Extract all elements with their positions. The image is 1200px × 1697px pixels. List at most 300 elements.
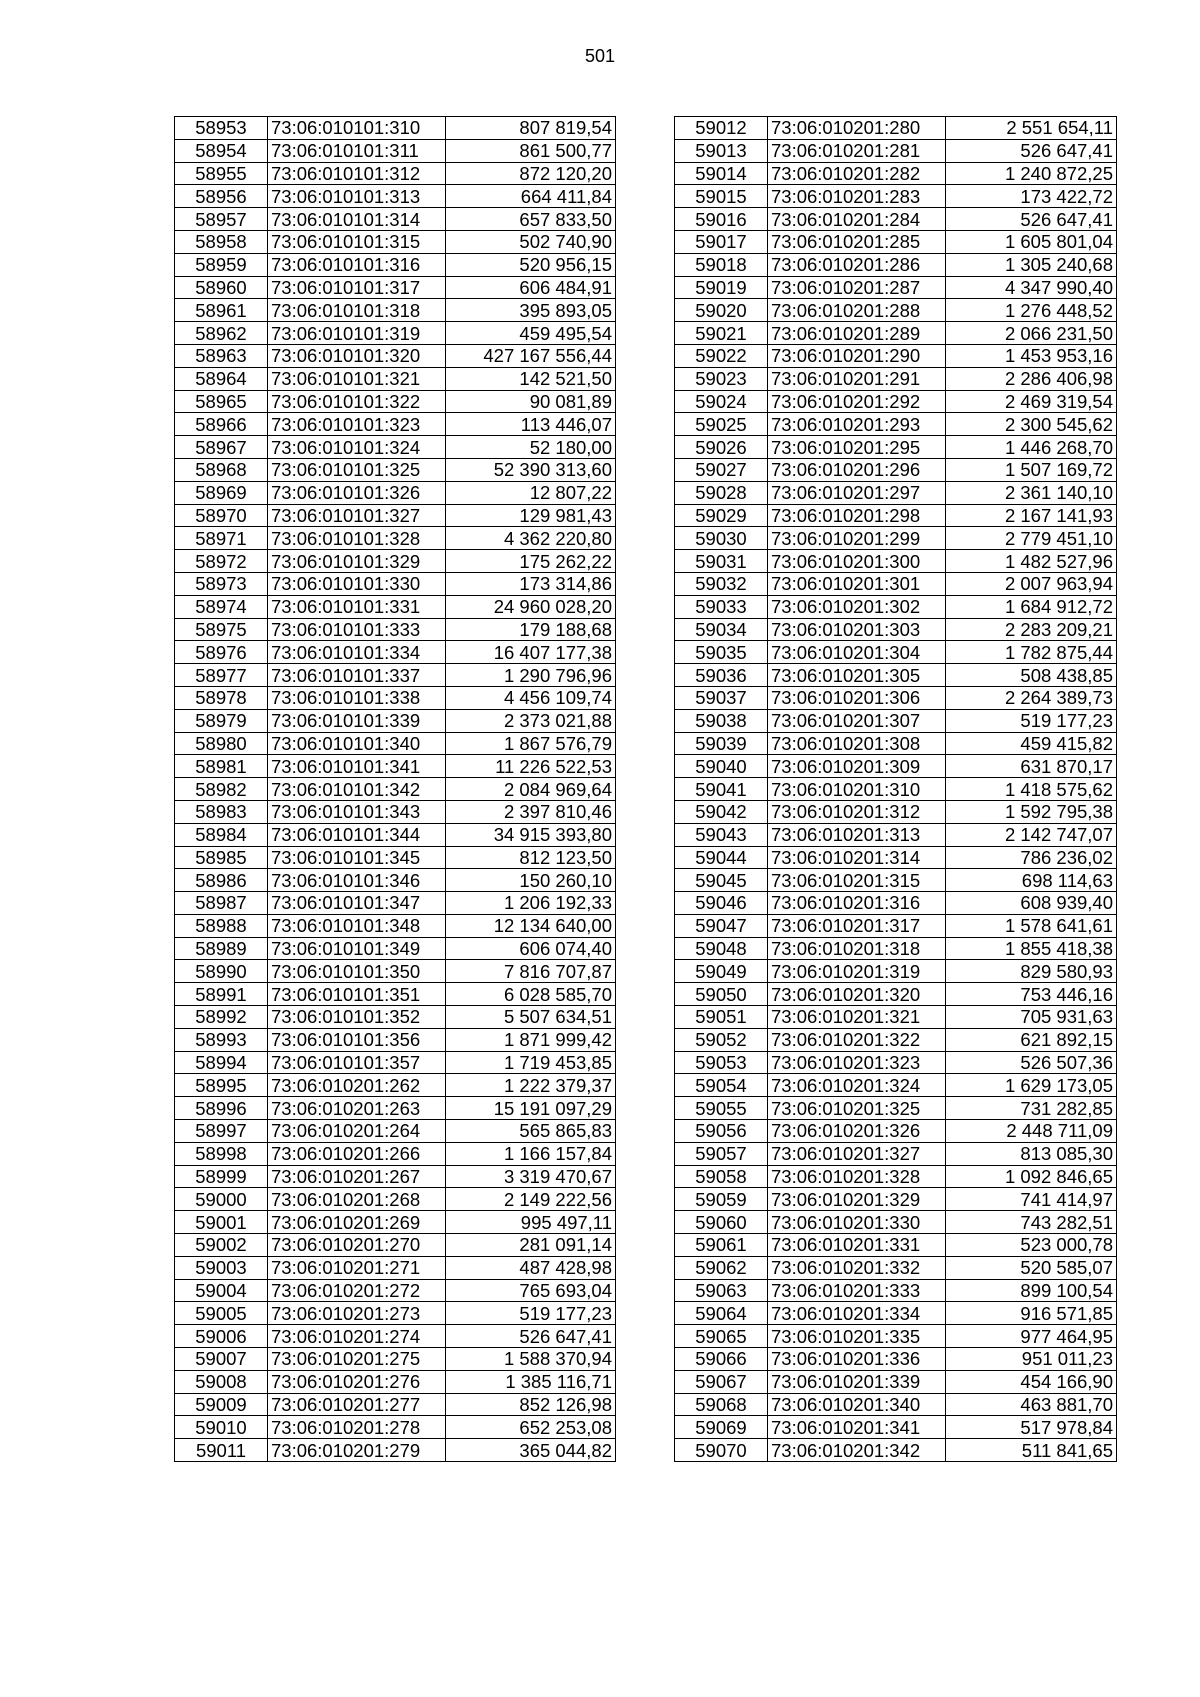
cadastral-value-cell: 753 446,16 bbox=[946, 983, 1117, 1006]
cadastral-value-cell: 12 807,22 bbox=[446, 481, 616, 504]
row-number-cell: 59070 bbox=[675, 1439, 768, 1462]
table-row bbox=[175, 1074, 616, 1097]
cadastral-number-cell: 73:06:010101:338 bbox=[268, 686, 446, 709]
cadastral-number-cell: 73:06:010101:321 bbox=[268, 367, 446, 390]
table-row bbox=[675, 778, 1117, 801]
cadastral-value-cell: 6 028 585,70 bbox=[446, 983, 616, 1006]
row-number-cell: 59059 bbox=[675, 1188, 768, 1211]
cadastral-value-cell: 150 260,10 bbox=[446, 869, 616, 892]
cadastral-value-cell: 16 407 177,38 bbox=[446, 641, 616, 664]
cadastral-value-cell: 741 414,97 bbox=[946, 1188, 1117, 1211]
cadastral-number-cell: 73:06:010101:315 bbox=[268, 230, 446, 253]
row-number-cell: 59034 bbox=[675, 618, 768, 641]
cadastral-number-cell: 73:06:010201:290 bbox=[768, 344, 946, 367]
table-row bbox=[675, 1165, 1117, 1188]
cadastral-value-cell: 1 605 801,04 bbox=[946, 230, 1117, 253]
row-number-cell: 58988 bbox=[175, 914, 268, 937]
row-number-cell: 58998 bbox=[175, 1142, 268, 1165]
cadastral-value-cell: 2 084 969,64 bbox=[446, 778, 616, 801]
cadastral-value-cell: 459 495,54 bbox=[446, 322, 616, 345]
cadastral-number-cell: 73:06:010201:267 bbox=[268, 1165, 446, 1188]
row-number-cell: 59048 bbox=[675, 937, 768, 960]
cadastral-number-cell: 73:06:010201:279 bbox=[268, 1439, 446, 1462]
cadastral-value-cell: 608 939,40 bbox=[946, 892, 1117, 915]
cadastral-number-cell: 73:06:010201:308 bbox=[768, 732, 946, 755]
row-number-cell: 59029 bbox=[675, 504, 768, 527]
row-number-cell: 58974 bbox=[175, 595, 268, 618]
table-row bbox=[175, 892, 616, 915]
cadastral-number-cell: 73:06:010201:269 bbox=[268, 1211, 446, 1234]
table-row bbox=[675, 892, 1117, 915]
row-number-cell: 59069 bbox=[675, 1416, 768, 1439]
table-row bbox=[175, 436, 616, 459]
cadastral-number-cell: 73:06:010101:356 bbox=[268, 1028, 446, 1051]
row-number-cell: 59040 bbox=[675, 755, 768, 778]
table-row bbox=[175, 322, 616, 345]
table-row bbox=[175, 572, 616, 595]
cadastral-value-cell: 173 314,86 bbox=[446, 572, 616, 595]
table-row bbox=[175, 1097, 616, 1120]
table-row bbox=[175, 481, 616, 504]
table-row bbox=[175, 458, 616, 481]
table-row bbox=[175, 983, 616, 1006]
table-row bbox=[675, 937, 1117, 960]
row-number-cell: 58990 bbox=[175, 960, 268, 983]
cadastral-value-cell: 52 390 313,60 bbox=[446, 458, 616, 481]
cadastral-number-cell: 73:06:010101:348 bbox=[268, 914, 446, 937]
table-row bbox=[175, 1120, 616, 1143]
row-number-cell: 59047 bbox=[675, 914, 768, 937]
row-number-cell: 59027 bbox=[675, 458, 768, 481]
cadastral-value-cell: 1 305 240,68 bbox=[946, 253, 1117, 276]
cadastral-number-cell: 73:06:010201:325 bbox=[768, 1097, 946, 1120]
cadastral-value-cell: 2 142 747,07 bbox=[946, 823, 1117, 846]
row-number-cell: 58981 bbox=[175, 755, 268, 778]
row-number-cell: 58962 bbox=[175, 322, 268, 345]
cadastral-value-cell: 520 956,15 bbox=[446, 253, 616, 276]
cadastral-number-cell: 73:06:010201:278 bbox=[268, 1416, 446, 1439]
table-row bbox=[175, 960, 616, 983]
row-number-cell: 58987 bbox=[175, 892, 268, 915]
row-number-cell: 59043 bbox=[675, 823, 768, 846]
table-row bbox=[675, 1370, 1117, 1393]
cadastral-number-cell: 73:06:010201:340 bbox=[768, 1393, 946, 1416]
cadastral-value-cell: 631 870,17 bbox=[946, 755, 1117, 778]
row-number-cell: 59032 bbox=[675, 572, 768, 595]
row-number-cell: 59065 bbox=[675, 1325, 768, 1348]
cadastral-value-cell: 427 167 556,44 bbox=[446, 344, 616, 367]
cadastral-value-cell: 113 446,07 bbox=[446, 413, 616, 436]
cadastral-number-cell: 73:06:010101:326 bbox=[268, 481, 446, 504]
cadastral-value-cell: 813 085,30 bbox=[946, 1142, 1117, 1165]
row-number-cell: 58964 bbox=[175, 367, 268, 390]
cadastral-number-cell: 73:06:010101:334 bbox=[268, 641, 446, 664]
cadastral-number-cell: 73:06:010201:291 bbox=[768, 367, 946, 390]
table-row bbox=[675, 1325, 1117, 1348]
cadastral-value-cell: 1 453 953,16 bbox=[946, 344, 1117, 367]
cadastral-value-cell: 11 226 522,53 bbox=[446, 755, 616, 778]
row-number-cell: 59039 bbox=[675, 732, 768, 755]
table-row bbox=[675, 732, 1117, 755]
cadastral-number-cell: 73:06:010201:295 bbox=[768, 436, 946, 459]
cadastral-number-cell: 73:06:010101:337 bbox=[268, 664, 446, 687]
table-row bbox=[175, 504, 616, 527]
row-number-cell: 59013 bbox=[675, 139, 768, 162]
table-row bbox=[175, 641, 616, 664]
cadastral-value-cell: 2 469 319,54 bbox=[946, 390, 1117, 413]
cadastral-value-cell: 487 428,98 bbox=[446, 1256, 616, 1279]
cadastral-value-cell: 511 841,65 bbox=[946, 1439, 1117, 1462]
table-row bbox=[175, 550, 616, 573]
row-number-cell: 58979 bbox=[175, 709, 268, 732]
table-row bbox=[175, 1006, 616, 1029]
cadastral-number-cell: 73:06:010101:313 bbox=[268, 185, 446, 208]
table-row bbox=[175, 914, 616, 937]
cadastral-value-cell: 24 960 028,20 bbox=[446, 595, 616, 618]
cadastral-number-cell: 73:06:010201:303 bbox=[768, 618, 946, 641]
cadastral-value-cell: 2 448 711,09 bbox=[946, 1120, 1117, 1143]
registry-table-right bbox=[674, 116, 1117, 1462]
row-number-cell: 58965 bbox=[175, 390, 268, 413]
cadastral-value-cell: 1 588 370,94 bbox=[446, 1348, 616, 1371]
cadastral-number-cell: 73:06:010201:276 bbox=[268, 1370, 446, 1393]
table-row bbox=[675, 185, 1117, 208]
table-row bbox=[175, 686, 616, 709]
row-number-cell: 59036 bbox=[675, 664, 768, 687]
table-row bbox=[675, 1393, 1117, 1416]
row-number-cell: 58994 bbox=[175, 1051, 268, 1074]
cadastral-value-cell: 2 300 545,62 bbox=[946, 413, 1117, 436]
row-number-cell: 59061 bbox=[675, 1234, 768, 1257]
row-number-cell: 59045 bbox=[675, 869, 768, 892]
cadastral-number-cell: 73:06:010201:263 bbox=[268, 1097, 446, 1120]
row-number-cell: 58983 bbox=[175, 800, 268, 823]
table-row bbox=[175, 1348, 616, 1371]
row-number-cell: 59030 bbox=[675, 527, 768, 550]
row-number-cell: 59000 bbox=[175, 1188, 268, 1211]
row-number-cell: 59050 bbox=[675, 983, 768, 1006]
row-number-cell: 59067 bbox=[675, 1370, 768, 1393]
row-number-cell: 59008 bbox=[175, 1370, 268, 1393]
row-number-cell: 59001 bbox=[175, 1211, 268, 1234]
cadastral-value-cell: 664 411,84 bbox=[446, 185, 616, 208]
cadastral-number-cell: 73:06:010201:301 bbox=[768, 572, 946, 595]
row-number-cell: 59068 bbox=[675, 1393, 768, 1416]
cadastral-value-cell: 34 915 393,80 bbox=[446, 823, 616, 846]
cadastral-number-cell: 73:06:010201:317 bbox=[768, 914, 946, 937]
row-number-cell: 59009 bbox=[175, 1393, 268, 1416]
cadastral-value-cell: 454 166,90 bbox=[946, 1370, 1117, 1393]
cadastral-value-cell: 1 578 641,61 bbox=[946, 914, 1117, 937]
row-number-cell: 59057 bbox=[675, 1142, 768, 1165]
table-row bbox=[175, 664, 616, 687]
row-number-cell: 59033 bbox=[675, 595, 768, 618]
cadastral-number-cell: 73:06:010101:349 bbox=[268, 937, 446, 960]
cadastral-value-cell: 1 871 999,42 bbox=[446, 1028, 616, 1051]
cadastral-number-cell: 73:06:010201:271 bbox=[268, 1256, 446, 1279]
row-number-cell: 59053 bbox=[675, 1051, 768, 1074]
cadastral-number-cell: 73:06:010101:310 bbox=[268, 117, 446, 140]
row-number-cell: 58956 bbox=[175, 185, 268, 208]
cadastral-value-cell: 621 892,15 bbox=[946, 1028, 1117, 1051]
cadastral-number-cell: 73:06:010101:357 bbox=[268, 1051, 446, 1074]
table-row bbox=[175, 139, 616, 162]
cadastral-value-cell: 951 011,23 bbox=[946, 1348, 1117, 1371]
cadastral-number-cell: 73:06:010201:270 bbox=[268, 1234, 446, 1257]
row-number-cell: 59016 bbox=[675, 208, 768, 231]
cadastral-number-cell: 73:06:010201:292 bbox=[768, 390, 946, 413]
cadastral-number-cell: 73:06:010201:266 bbox=[268, 1142, 446, 1165]
cadastral-value-cell: 7 816 707,87 bbox=[446, 960, 616, 983]
row-number-cell: 59054 bbox=[675, 1074, 768, 1097]
cadastral-number-cell: 73:06:010101:329 bbox=[268, 550, 446, 573]
row-number-cell: 58989 bbox=[175, 937, 268, 960]
cadastral-number-cell: 73:06:010101:322 bbox=[268, 390, 446, 413]
row-number-cell: 59022 bbox=[675, 344, 768, 367]
cadastral-number-cell: 73:06:010201:342 bbox=[768, 1439, 946, 1462]
cadastral-value-cell: 179 188,68 bbox=[446, 618, 616, 641]
table-row bbox=[175, 162, 616, 185]
cadastral-number-cell: 73:06:010101:311 bbox=[268, 139, 446, 162]
cadastral-value-cell: 508 438,85 bbox=[946, 664, 1117, 687]
page-number: 501 bbox=[584, 46, 616, 66]
cadastral-number-cell: 73:06:010201:262 bbox=[268, 1074, 446, 1097]
cadastral-value-cell: 520 585,07 bbox=[946, 1256, 1117, 1279]
cadastral-value-cell: 5 507 634,51 bbox=[446, 1006, 616, 1029]
cadastral-value-cell: 129 981,43 bbox=[446, 504, 616, 527]
row-number-cell: 59035 bbox=[675, 641, 768, 664]
row-number-cell: 58997 bbox=[175, 1120, 268, 1143]
cadastral-value-cell: 517 978,84 bbox=[946, 1416, 1117, 1439]
cadastral-value-cell: 142 521,50 bbox=[446, 367, 616, 390]
table-row bbox=[675, 1416, 1117, 1439]
row-number-cell: 59021 bbox=[675, 322, 768, 345]
row-number-cell: 58969 bbox=[175, 481, 268, 504]
cadastral-number-cell: 73:06:010201:282 bbox=[768, 162, 946, 185]
table-row bbox=[675, 1188, 1117, 1211]
cadastral-value-cell: 916 571,85 bbox=[946, 1302, 1117, 1325]
cadastral-value-cell: 1 592 795,38 bbox=[946, 800, 1117, 823]
row-number-cell: 58986 bbox=[175, 869, 268, 892]
row-number-cell: 59056 bbox=[675, 1120, 768, 1143]
table-row bbox=[675, 458, 1117, 481]
table-row bbox=[175, 344, 616, 367]
cadastral-number-cell: 73:06:010201:280 bbox=[768, 117, 946, 140]
row-number-cell: 59015 bbox=[675, 185, 768, 208]
table-row bbox=[175, 208, 616, 231]
cadastral-number-cell: 73:06:010201:321 bbox=[768, 1006, 946, 1029]
row-number-cell: 59052 bbox=[675, 1028, 768, 1051]
table-row bbox=[675, 755, 1117, 778]
cadastral-value-cell: 1 276 448,52 bbox=[946, 299, 1117, 322]
table-row bbox=[675, 208, 1117, 231]
cadastral-number-cell: 73:06:010101:327 bbox=[268, 504, 446, 527]
cadastral-number-cell: 73:06:010201:307 bbox=[768, 709, 946, 732]
table-row bbox=[675, 869, 1117, 892]
table-row bbox=[675, 344, 1117, 367]
row-number-cell: 59060 bbox=[675, 1211, 768, 1234]
row-number-cell: 59025 bbox=[675, 413, 768, 436]
cadastral-number-cell: 73:06:010101:317 bbox=[268, 276, 446, 299]
cadastral-number-cell: 73:06:010201:286 bbox=[768, 253, 946, 276]
cadastral-number-cell: 73:06:010101:316 bbox=[268, 253, 446, 276]
cadastral-value-cell: 526 647,41 bbox=[446, 1325, 616, 1348]
cadastral-value-cell: 657 833,50 bbox=[446, 208, 616, 231]
table-row bbox=[675, 527, 1117, 550]
cadastral-number-cell: 73:06:010101:346 bbox=[268, 869, 446, 892]
cadastral-value-cell: 90 081,89 bbox=[446, 390, 616, 413]
table-row bbox=[675, 823, 1117, 846]
cadastral-value-cell: 526 507,36 bbox=[946, 1051, 1117, 1074]
table-row bbox=[175, 1211, 616, 1234]
cadastral-value-cell: 395 893,05 bbox=[446, 299, 616, 322]
table-row bbox=[675, 436, 1117, 459]
row-number-cell: 58982 bbox=[175, 778, 268, 801]
cadastral-value-cell: 1 507 169,72 bbox=[946, 458, 1117, 481]
cadastral-number-cell: 73:06:010101:330 bbox=[268, 572, 446, 595]
row-number-cell: 59002 bbox=[175, 1234, 268, 1257]
table-row bbox=[175, 1302, 616, 1325]
row-number-cell: 59028 bbox=[675, 481, 768, 504]
cadastral-number-cell: 73:06:010201:326 bbox=[768, 1120, 946, 1143]
table-row bbox=[675, 139, 1117, 162]
cadastral-number-cell: 73:06:010101:344 bbox=[268, 823, 446, 846]
table-row bbox=[675, 1211, 1117, 1234]
row-number-cell: 59014 bbox=[675, 162, 768, 185]
cadastral-value-cell: 731 282,85 bbox=[946, 1097, 1117, 1120]
cadastral-number-cell: 73:06:010201:289 bbox=[768, 322, 946, 345]
cadastral-value-cell: 1 418 575,62 bbox=[946, 778, 1117, 801]
table-row bbox=[175, 800, 616, 823]
cadastral-value-cell: 2 066 231,50 bbox=[946, 322, 1117, 345]
table-row bbox=[675, 800, 1117, 823]
table-row bbox=[175, 755, 616, 778]
row-number-cell: 58966 bbox=[175, 413, 268, 436]
table-row bbox=[175, 367, 616, 390]
cadastral-value-cell: 519 177,23 bbox=[946, 709, 1117, 732]
cadastral-value-cell: 1 629 173,05 bbox=[946, 1074, 1117, 1097]
table-row bbox=[175, 253, 616, 276]
cadastral-value-cell: 2 373 021,88 bbox=[446, 709, 616, 732]
cadastral-number-cell: 73:06:010201:293 bbox=[768, 413, 946, 436]
table-row bbox=[175, 117, 616, 140]
row-number-cell: 59012 bbox=[675, 117, 768, 140]
table-row bbox=[675, 618, 1117, 641]
row-number-cell: 58959 bbox=[175, 253, 268, 276]
table-row bbox=[675, 686, 1117, 709]
cadastral-value-cell: 519 177,23 bbox=[446, 1302, 616, 1325]
cadastral-value-cell: 861 500,77 bbox=[446, 139, 616, 162]
cadastral-number-cell: 73:06:010101:341 bbox=[268, 755, 446, 778]
cadastral-number-cell: 73:06:010201:334 bbox=[768, 1302, 946, 1325]
cadastral-value-cell: 852 126,98 bbox=[446, 1393, 616, 1416]
row-number-cell: 58961 bbox=[175, 299, 268, 322]
cadastral-value-cell: 2 167 141,93 bbox=[946, 504, 1117, 527]
cadastral-number-cell: 73:06:010201:283 bbox=[768, 185, 946, 208]
table-row bbox=[175, 1051, 616, 1074]
row-number-cell: 59003 bbox=[175, 1256, 268, 1279]
row-number-cell: 58967 bbox=[175, 436, 268, 459]
table-row bbox=[175, 1370, 616, 1393]
row-number-cell: 58968 bbox=[175, 458, 268, 481]
cadastral-number-cell: 73:06:010101:351 bbox=[268, 983, 446, 1006]
row-number-cell: 59037 bbox=[675, 686, 768, 709]
table-row bbox=[675, 504, 1117, 527]
table-row bbox=[675, 1120, 1117, 1143]
cadastral-value-cell: 463 881,70 bbox=[946, 1393, 1117, 1416]
row-number-cell: 59018 bbox=[675, 253, 768, 276]
cadastral-value-cell: 1 385 116,71 bbox=[446, 1370, 616, 1393]
row-number-cell: 59007 bbox=[175, 1348, 268, 1371]
row-number-cell: 58985 bbox=[175, 846, 268, 869]
cadastral-value-cell: 705 931,63 bbox=[946, 1006, 1117, 1029]
cadastral-value-cell: 829 580,93 bbox=[946, 960, 1117, 983]
cadastral-number-cell: 73:06:010101:318 bbox=[268, 299, 446, 322]
cadastral-number-cell: 73:06:010201:319 bbox=[768, 960, 946, 983]
cadastral-number-cell: 73:06:010101:319 bbox=[268, 322, 446, 345]
cadastral-number-cell: 73:06:010201:313 bbox=[768, 823, 946, 846]
table-row bbox=[675, 1348, 1117, 1371]
row-number-cell: 58984 bbox=[175, 823, 268, 846]
table-row bbox=[675, 1234, 1117, 1257]
cadastral-number-cell: 73:06:010101:340 bbox=[268, 732, 446, 755]
cadastral-value-cell: 2 283 209,21 bbox=[946, 618, 1117, 641]
cadastral-value-cell: 2 149 222,56 bbox=[446, 1188, 616, 1211]
cadastral-number-cell: 73:06:010101:323 bbox=[268, 413, 446, 436]
cadastral-value-cell: 1 446 268,70 bbox=[946, 436, 1117, 459]
row-number-cell: 59049 bbox=[675, 960, 768, 983]
table-row bbox=[675, 1074, 1117, 1097]
table-row bbox=[675, 1028, 1117, 1051]
cadastral-number-cell: 73:06:010201:341 bbox=[768, 1416, 946, 1439]
table-row bbox=[675, 960, 1117, 983]
table-row bbox=[175, 1439, 616, 1462]
cadastral-value-cell: 1 166 157,84 bbox=[446, 1142, 616, 1165]
cadastral-value-cell: 1 719 453,85 bbox=[446, 1051, 616, 1074]
table-row bbox=[675, 1439, 1117, 1462]
table-row bbox=[175, 527, 616, 550]
table-row bbox=[675, 1006, 1117, 1029]
table-row bbox=[175, 1234, 616, 1257]
cadastral-value-cell: 1 482 527,96 bbox=[946, 550, 1117, 573]
cadastral-number-cell: 73:06:010201:322 bbox=[768, 1028, 946, 1051]
cadastral-number-cell: 73:06:010201:304 bbox=[768, 641, 946, 664]
table-row bbox=[175, 230, 616, 253]
row-number-cell: 58955 bbox=[175, 162, 268, 185]
cadastral-number-cell: 73:06:010201:314 bbox=[768, 846, 946, 869]
cadastral-number-cell: 73:06:010201:315 bbox=[768, 869, 946, 892]
row-number-cell: 58991 bbox=[175, 983, 268, 1006]
cadastral-number-cell: 73:06:010201:335 bbox=[768, 1325, 946, 1348]
row-number-cell: 59066 bbox=[675, 1348, 768, 1371]
cadastral-number-cell: 73:06:010201:275 bbox=[268, 1348, 446, 1371]
cadastral-number-cell: 73:06:010201:306 bbox=[768, 686, 946, 709]
table-row bbox=[175, 1416, 616, 1439]
cadastral-number-cell: 73:06:010201:287 bbox=[768, 276, 946, 299]
cadastral-value-cell: 4 456 109,74 bbox=[446, 686, 616, 709]
row-number-cell: 58999 bbox=[175, 1165, 268, 1188]
row-number-cell: 58957 bbox=[175, 208, 268, 231]
row-number-cell: 59006 bbox=[175, 1325, 268, 1348]
cadastral-value-cell: 281 091,14 bbox=[446, 1234, 616, 1257]
cadastral-value-cell: 523 000,78 bbox=[946, 1234, 1117, 1257]
cadastral-value-cell: 812 123,50 bbox=[446, 846, 616, 869]
cadastral-number-cell: 73:06:010201:285 bbox=[768, 230, 946, 253]
cadastral-value-cell: 2 264 389,73 bbox=[946, 686, 1117, 709]
cadastral-value-cell: 502 740,90 bbox=[446, 230, 616, 253]
cadastral-value-cell: 4 347 990,40 bbox=[946, 276, 1117, 299]
cadastral-value-cell: 1 290 796,96 bbox=[446, 664, 616, 687]
